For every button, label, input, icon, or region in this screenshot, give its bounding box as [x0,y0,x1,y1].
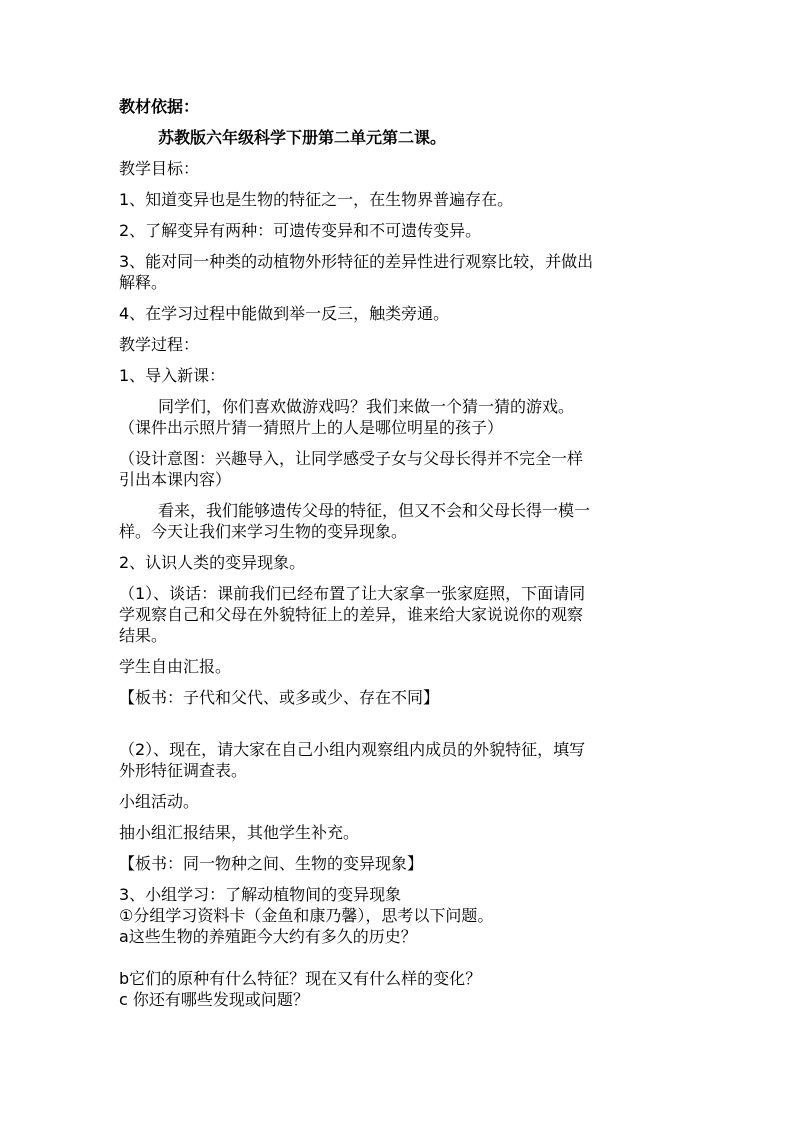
step-3-card: ①分组学习资料卡（金鱼和康乃馨），思考以下问题。 [119,906,494,925]
question-c: c 你还有哪些发现或问题？ [119,990,309,1009]
heading-process: 教学过程： [119,335,200,354]
question-b: b它们的原种有什么特征？现在又有什么样的变化？ [119,969,482,988]
student-report: 学生自由汇报。 [119,657,232,676]
textbook-source: 苏教版六年级科学下册第二单元第二课。 [158,128,447,147]
design-intent-line-1: （设计意图：兴趣导入，让同学感受子女与父母长得并不完全一样 [119,449,584,468]
step-2-2-line-1: （2）、现在，请大家在自己小组内观察组内成员的外貌特征，填写 [119,740,586,759]
design-intent-line-2: 引出本课内容） [119,470,232,489]
inheritance-line-2: 样。今天让我们来学习生物的变异现象。 [119,522,408,541]
goal-4: 4、在学习过程中能做到举一反三，触类旁通。 [119,304,450,323]
step-2-2-line-2: 外形特征调查表。 [119,761,248,780]
question-a: a这些生物的养殖距今大约有多久的历史？ [119,927,417,946]
heading-basis: 教材依据： [119,97,200,116]
group-report: 抽小组汇报结果，其他学生补充。 [119,823,360,842]
step-1-title: 1、导入新课： [119,366,226,385]
group-activity: 小组活动。 [119,792,200,811]
goal-2: 2、了解变异有两种：可遗传变异和不可遗传变异。 [119,221,482,240]
heading-goals: 教学目标： [119,159,200,178]
step-2-1-line-1: （1）、谈话：课前我们已经布置了让大家拿一张家庭照，下面请同 [119,584,586,603]
step-1-paragraph: 同学们，你们喜欢做游戏吗？我们来做一个猜一猜的游戏。 [158,397,575,416]
step-3-title: 3、小组学习：了解动植物间的变异现象 [119,885,402,904]
step-2-1-line-2: 学观察自己和父母在外貌特征上的差异，谁来给大家说说你的观察 [119,605,584,624]
goal-1: 1、知道变异也是生物的特征之一，在生物界普遍存在。 [119,190,514,209]
inheritance-line-1: 看来，我们能够遗传父母的特征，但又不会和父母长得一模一 [158,501,591,520]
step-2-title: 2、认识人类的变异现象。 [119,553,306,572]
step-1-courseware-note: （课件出示照片猜一猜照片上的人是哪位明星的孩子） [119,418,504,437]
step-2-1-line-3: 结果。 [119,626,168,645]
board-note-1: 【板书：子代和父代、或多或少、存在不同】 [119,688,440,707]
goal-3-line-1: 3、能对同一种类的动植物外形特征的差异性进行观察比较，并做出 [119,252,594,271]
goal-3-line-2: 解释。 [119,273,168,292]
board-note-2: 【板书：同一物种之间、生物的变异现象】 [119,854,424,873]
